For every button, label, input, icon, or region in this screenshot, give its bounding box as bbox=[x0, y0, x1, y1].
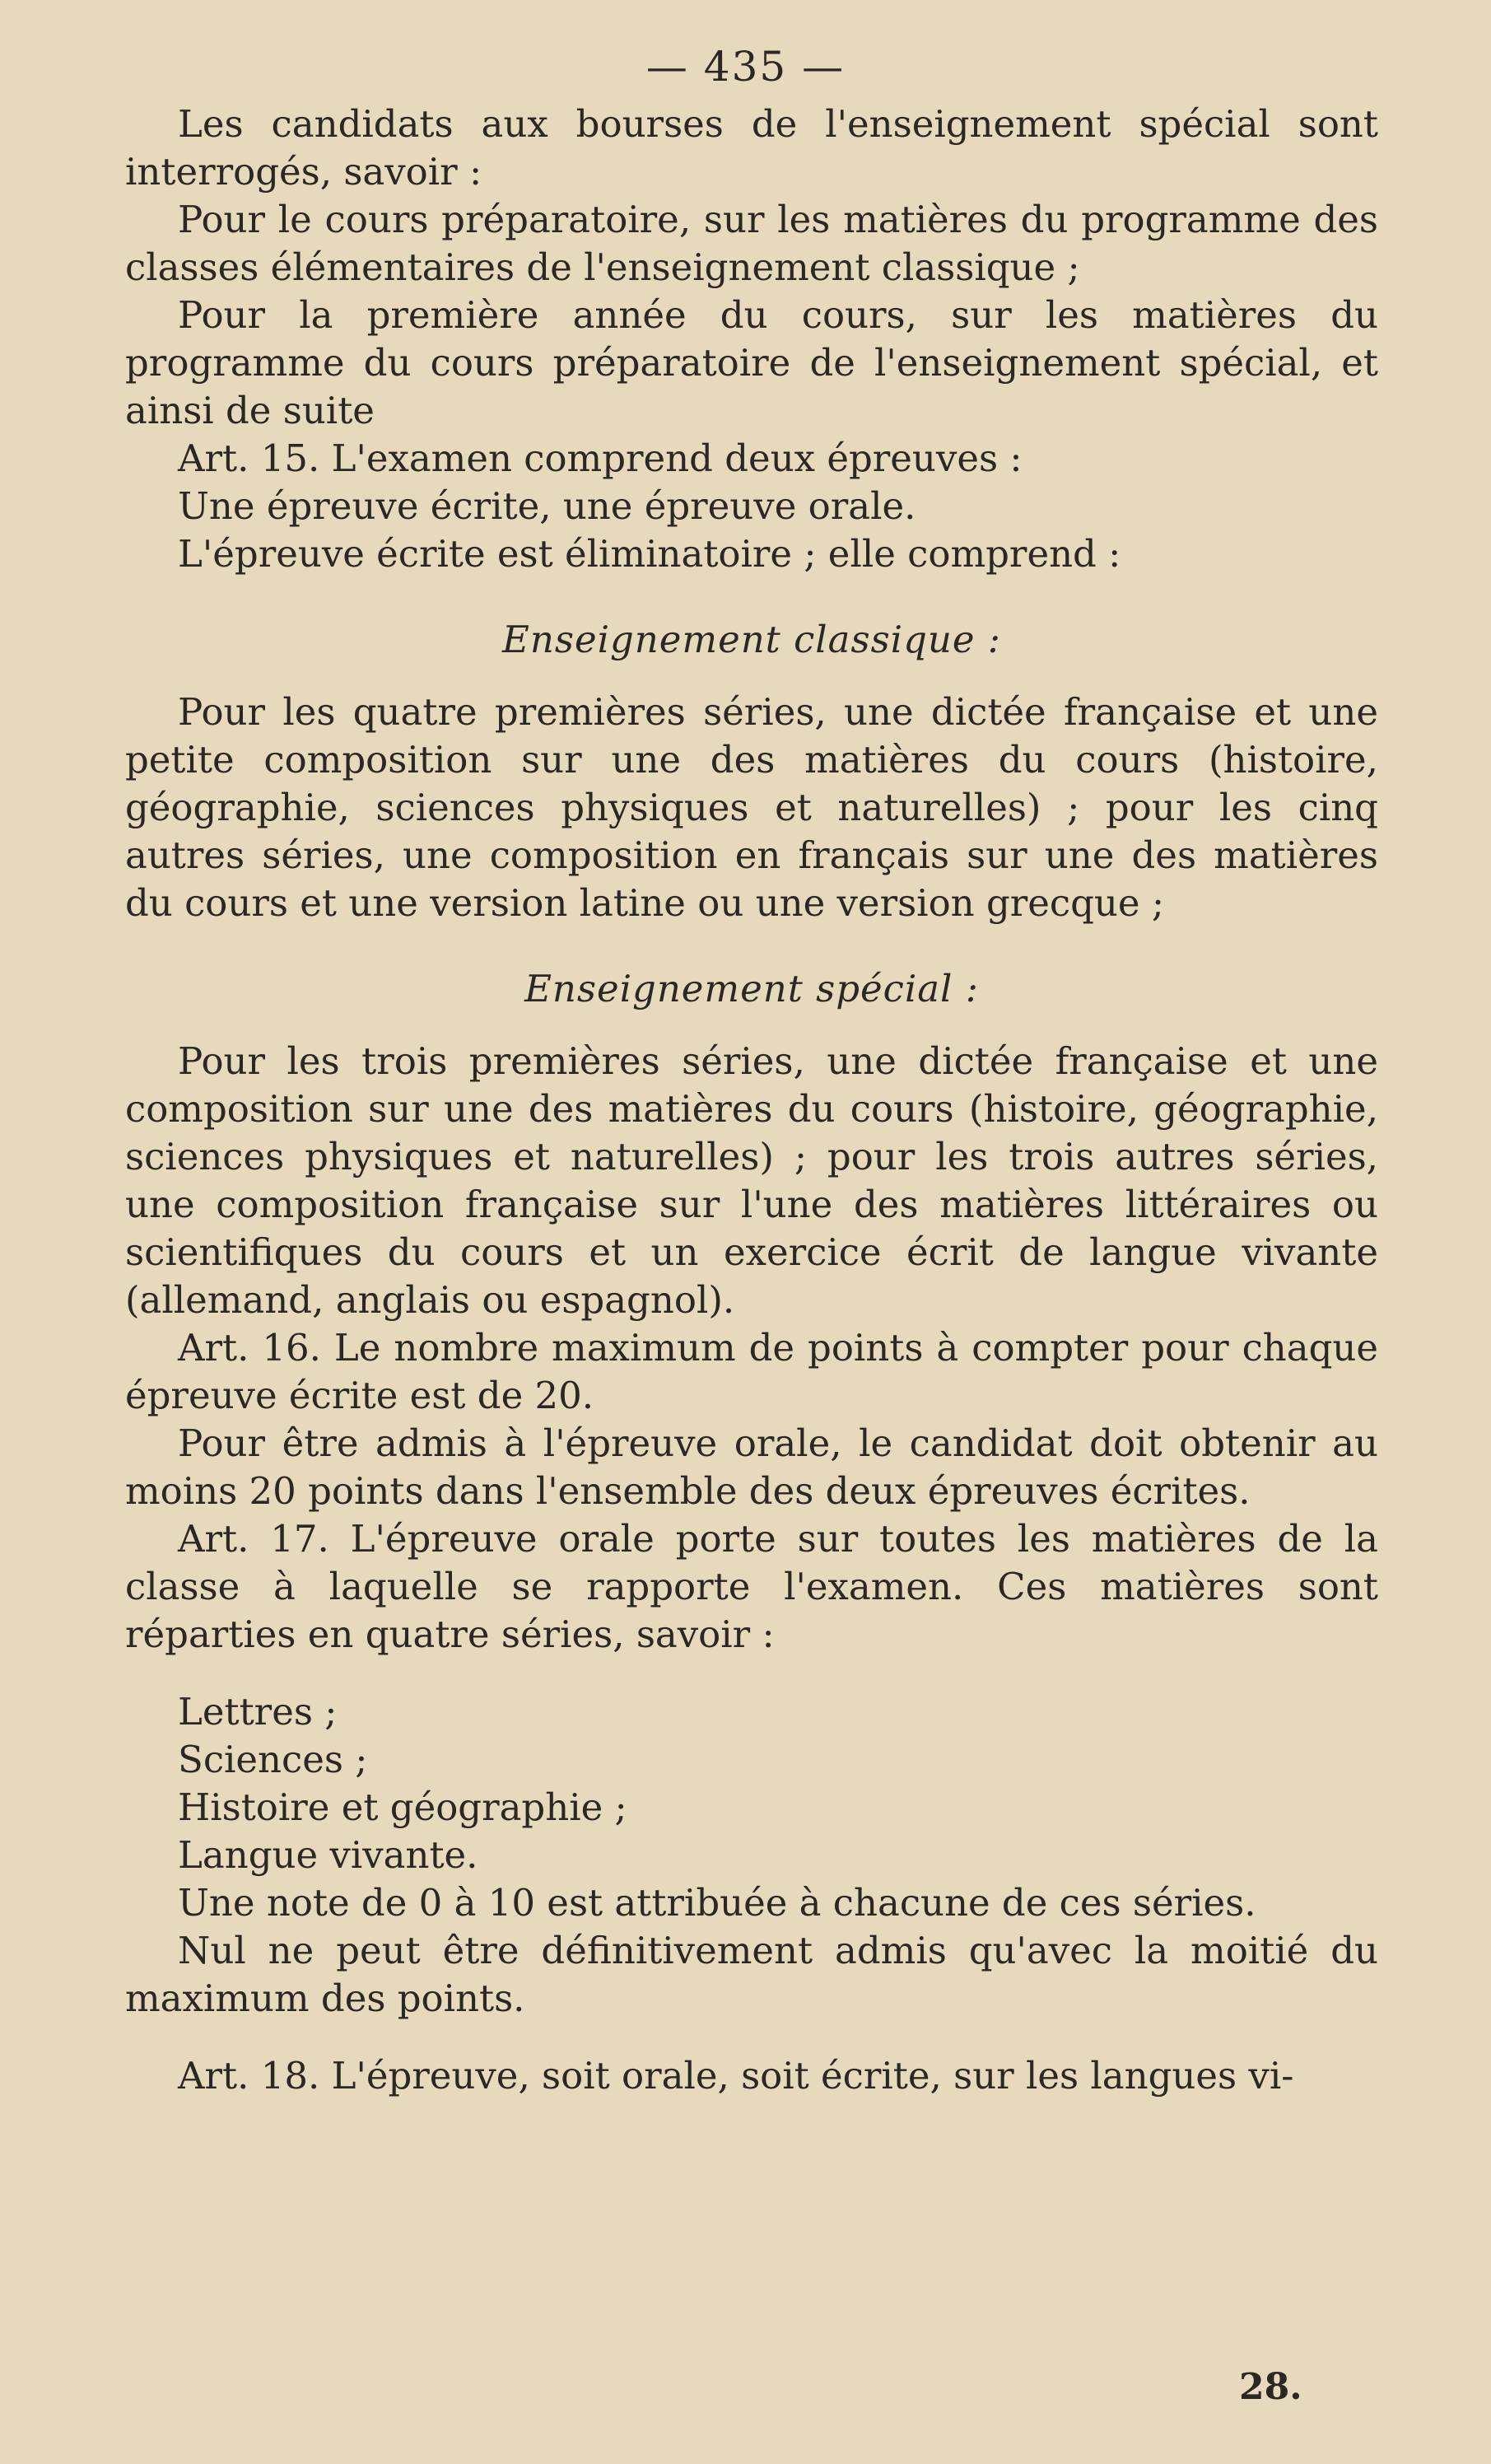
list-item: Langue vivante. bbox=[178, 1833, 478, 1877]
paragraph: Pour être admis à l'épreuve orale, le candidat doit obtenir au moins 20 points dans l'ensemble des deux épreuves écrites. bbox=[125, 1421, 1378, 1513]
article-18: Art. 18. L'épreuve, soit orale, soit écrite, sur les langues vi- bbox=[178, 2054, 1294, 2098]
list-item: Histoire et géographie ; bbox=[178, 1785, 627, 1829]
series-list bbox=[125, 1688, 1378, 1879]
paragraph: Une épreuve écrite, une épreuve orale. bbox=[178, 484, 916, 528]
paragraph: Pour la première année du cours, sur les matières du programme du cours préparatoire de l'enseignement spécial, et ainsi de suite bbox=[125, 293, 1378, 432]
page-number: — 435 — bbox=[645, 43, 846, 91]
section-special-text: Pour les trois premières séries, une dictée française et une composition sur une des matières du cours (histoire, géographie, sciences physiques et naturelles) ; pour les trois autres séries, une composition française sur l'une des matières littéraires ou scientifiques du cours et un exercice écrit de langue vivante (allemand, anglais ou espagnol). bbox=[125, 1039, 1378, 1322]
article-15: Art. 15. L'examen comprend deux épreuves : bbox=[178, 436, 1023, 480]
paragraph: L'épreuve écrite est éliminatoire ; elle comprend : bbox=[178, 532, 1121, 576]
list-item: Lettres ; bbox=[178, 1690, 338, 1734]
body-text bbox=[125, 100, 1378, 2100]
spacer bbox=[125, 2023, 1378, 2052]
article-17: Art. 17. L'épreuve orale porte sur toutes les matières de la classe à laquelle se rapporte l'examen. Ces matières sont réparties en quatre séries, savoir : bbox=[125, 1517, 1378, 1656]
list-item: Sciences ; bbox=[178, 1738, 368, 1781]
article-16: Art. 16. Le nombre maximum de points à compter pour chaque épreuve écrite est de 20. bbox=[125, 1326, 1378, 1417]
section-classique-text: Pour les quatre premières séries, une dictée française et une petite composition sur une des matières du cours (histoire, géographie, sciences physiques et naturelles) ; pour les cinq autres séries, une composition en français sur une des matières du cours et une version latine ou une version grecque ; bbox=[125, 690, 1378, 925]
spacer bbox=[125, 1659, 1378, 1688]
paragraph: Les candidats aux bourses de l'enseignement spécial sont interrogés, savoir : bbox=[125, 102, 1378, 194]
signature-mark: 28. bbox=[1239, 2366, 1302, 2408]
section-title-special: Enseignement spécial : bbox=[524, 967, 979, 1010]
section-title-classique: Enseignement classique : bbox=[502, 618, 1001, 661]
paragraph: Nul ne peut être définitivement admis qu'avec la moitié du maximum des points. bbox=[125, 1929, 1378, 2020]
paragraph: Pour le cours préparatoire, sur les matières du programme des classes élémentaires de l'enseignement classique ; bbox=[125, 198, 1378, 289]
paragraph: Une note de 0 à 10 est attribuée à chacune de ces séries. bbox=[178, 1881, 1256, 1925]
